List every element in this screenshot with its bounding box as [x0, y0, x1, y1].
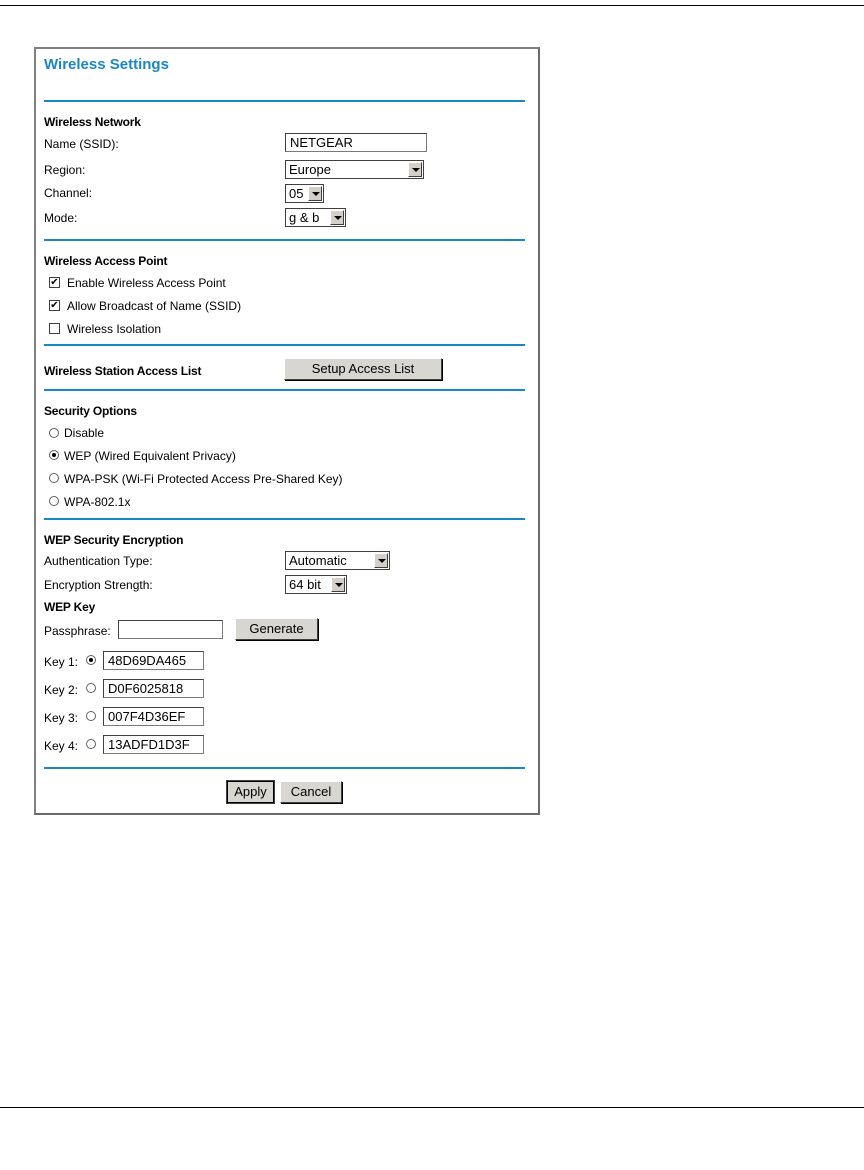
broadcast-ssid-checkbox[interactable]: ✔ [50, 300, 59, 311]
key4-input[interactable]: 13ADFD1D3F [103, 735, 204, 754]
chevron-down-icon[interactable] [308, 186, 322, 201]
security-options-heading: Security Options [44, 404, 137, 418]
security-disable-radio[interactable] [49, 428, 59, 438]
key3-input[interactable]: 007F4D36EF [103, 707, 204, 726]
mode-select-value: g & b [289, 210, 320, 225]
auth-type-label: Authentication Type: [44, 554, 153, 568]
key1-label: Key 1: [44, 655, 79, 669]
ssid-input[interactable]: NETGEAR [285, 133, 427, 152]
security-wep-label: WEP (Wired Equivalent Privacy) [64, 449, 236, 463]
section-divider [44, 767, 525, 769]
key1-input[interactable]: 48D69DA465 [103, 651, 204, 670]
passphrase-input[interactable] [118, 620, 223, 639]
encryption-strength-select-value: 64 bit [289, 577, 321, 592]
region-select-value: Europe [289, 162, 331, 177]
station-access-heading: Wireless Station Access List [44, 364, 202, 378]
enable-ap-checkbox[interactable]: ✔ [50, 277, 59, 288]
wireless-isolation-label: Wireless Isolation [67, 322, 162, 336]
channel-select-value: 05 [289, 186, 304, 201]
section-divider [44, 518, 525, 520]
section-divider [44, 100, 525, 102]
wep-key-heading: WEP Key [44, 600, 96, 614]
key4-label: Key 4: [44, 739, 79, 753]
wireless-isolation-checkbox[interactable] [49, 323, 60, 334]
chevron-down-icon[interactable] [331, 577, 345, 592]
region-select[interactable] [285, 160, 424, 179]
wireless-network-heading: Wireless Network [44, 115, 141, 129]
security-wpa-8021x-radio[interactable] [49, 496, 59, 506]
page-bottom-rule [0, 1107, 864, 1108]
key2-radio[interactable] [86, 683, 96, 693]
chevron-down-icon[interactable] [408, 162, 422, 177]
key2-label: Key 2: [44, 683, 79, 697]
mode-label: Mode: [44, 211, 78, 225]
security-wpa-8021x-label: WPA-802.1x [64, 495, 131, 509]
channel-select[interactable] [285, 184, 324, 203]
chevron-down-icon[interactable] [374, 553, 388, 568]
auth-type-select[interactable] [285, 551, 390, 570]
security-wpa-psk-radio[interactable] [49, 473, 59, 483]
security-disable-label: Disable [64, 426, 105, 440]
page-top-rule [0, 5, 864, 6]
key3-label: Key 3: [44, 711, 79, 725]
page-title: Wireless Settings [44, 56, 169, 73]
auth-type-select-value: Automatic [289, 553, 347, 568]
wep-encryption-heading: WEP Security Encryption [44, 533, 184, 547]
encryption-strength-select[interactable] [285, 575, 347, 594]
generate-button[interactable]: Generate [235, 618, 318, 640]
key1-radio[interactable] [86, 655, 96, 665]
passphrase-label: Passphrase: [44, 624, 111, 638]
region-label: Region: [44, 163, 86, 177]
section-divider [44, 344, 525, 346]
section-divider [44, 389, 525, 391]
apply-button[interactable]: Apply [227, 781, 274, 803]
cancel-button[interactable]: Cancel [280, 781, 342, 803]
security-wpa-psk-label: WPA-PSK (Wi-Fi Protected Access Pre-Shared Key) [64, 472, 343, 486]
key2-input[interactable]: D0F6025818 [103, 679, 204, 698]
key3-radio[interactable] [86, 711, 96, 721]
mode-select[interactable] [285, 208, 346, 227]
wireless-settings-panel [34, 47, 540, 815]
encryption-strength-label: Encryption Strength: [44, 578, 153, 592]
access-point-heading: Wireless Access Point [44, 254, 168, 268]
broadcast-ssid-label: Allow Broadcast of Name (SSID) [67, 299, 242, 313]
setup-access-list-button[interactable]: Setup Access List [284, 358, 442, 380]
ssid-label: Name (SSID): [44, 137, 119, 151]
security-wep-radio[interactable] [49, 450, 59, 460]
key4-radio[interactable] [86, 739, 96, 749]
section-divider [44, 239, 525, 241]
channel-label: Channel: [44, 186, 93, 200]
chevron-down-icon[interactable] [330, 210, 344, 225]
enable-ap-label: Enable Wireless Access Point [67, 276, 226, 290]
